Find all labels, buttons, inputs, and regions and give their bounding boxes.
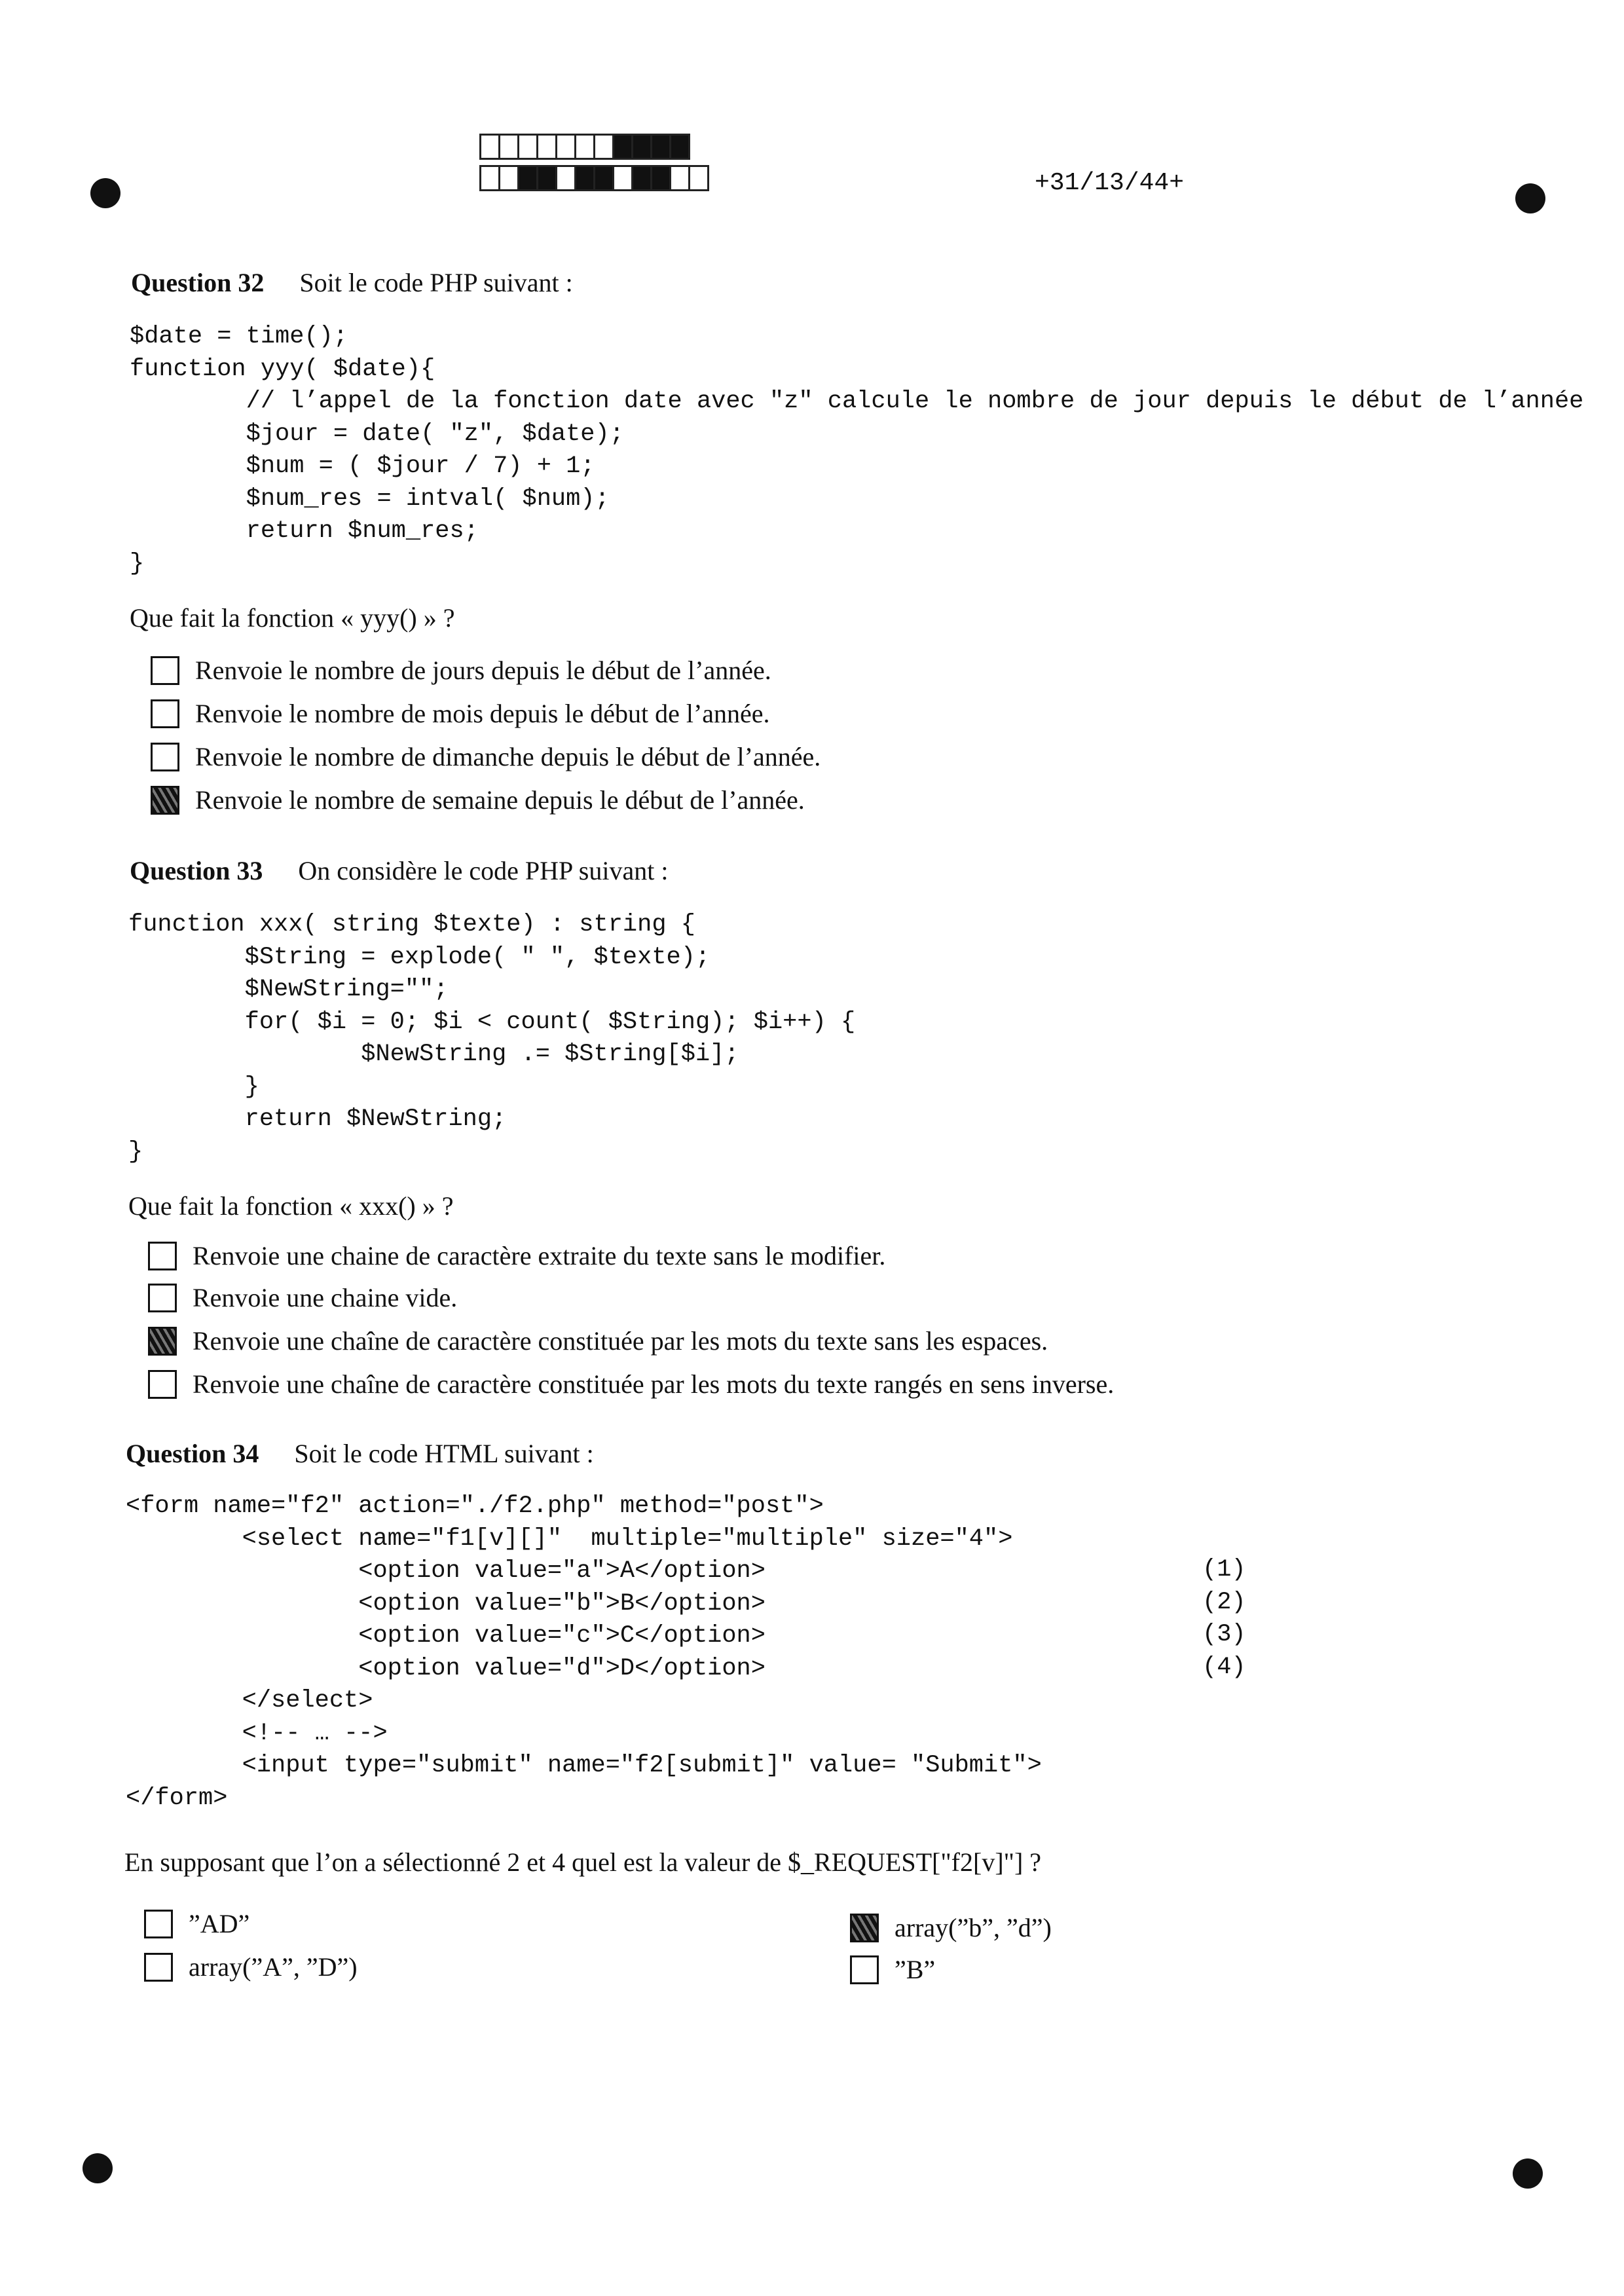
answer-option[interactable] (144, 1952, 358, 1982)
answer-label: Renvoie une chaine de caractère extraite du texte sans le modifier. (193, 1241, 886, 1270)
barcode-cell (576, 167, 595, 189)
question-intro: On considère le code PHP suivant : (298, 856, 669, 885)
registration-mark-top-left (90, 178, 120, 208)
question-prompt: Que fait la fonction « yyy() » ? (130, 603, 455, 633)
code-line: $jour = date( "z", $date); (130, 420, 624, 448)
barcode-bottom (479, 165, 709, 191)
barcode-cell (481, 167, 500, 189)
question-prompt: En supposant que l’on a sélectionné 2 et 4 quel est la valeur de $_REQUEST["f2[v]"] ? (124, 1847, 1042, 1877)
answer-checkbox[interactable] (151, 656, 179, 685)
question-intro: Soit le code HTML suivant : (294, 1439, 594, 1468)
code-line: } (128, 1073, 259, 1101)
barcode-cell (614, 167, 633, 189)
code-line: $NewString .= $String[$i]; (128, 1041, 739, 1068)
answer-label: Renvoie une chaîne de caractère constituée par les mots du texte rangés en sens inverse. (193, 1369, 1115, 1399)
code-line: for( $i = 0; $i < count( $String); $i++) { (128, 1008, 856, 1036)
question-prompt: Que fait la fonction « xxx() » ? (128, 1191, 454, 1221)
code-line: </form> (126, 1784, 228, 1812)
barcode-cell (671, 136, 688, 158)
answer-checkbox[interactable] (148, 1284, 177, 1312)
answer-option[interactable] (148, 1369, 1114, 1399)
answer-label: Renvoie le nombre de dimanche depuis le début de l’année. (195, 742, 821, 771)
answer-checkbox[interactable] (144, 1910, 173, 1938)
code-line: <option value="a">A</option> (126, 1557, 766, 1585)
barcode-cell (500, 167, 519, 189)
question-number: Question 32 (131, 268, 265, 297)
answer-label: ”B” (895, 1955, 936, 1984)
code-line: function xxx( string $texte) : string { (128, 911, 695, 938)
barcode-cell (652, 136, 671, 158)
barcode-cell (538, 167, 557, 189)
registration-mark-bottom-right (1513, 2158, 1543, 2189)
answer-label: array(”A”, ”D”) (189, 1952, 358, 1982)
question-number: Question 34 (126, 1439, 259, 1468)
question-intro: Soit le code PHP suivant : (299, 268, 573, 297)
question-33-heading (130, 855, 668, 886)
code-line: $String = explode( " ", $texte); (128, 943, 710, 971)
answer-checkbox[interactable] (151, 699, 179, 728)
code-line: <select name="f1[v][]" multiple="multiple" size="4"> (126, 1525, 1013, 1553)
registration-mark-top-right (1515, 183, 1545, 213)
barcode-cell (595, 167, 614, 189)
answer-checkbox-checked[interactable] (148, 1327, 177, 1356)
code-line: // l’appel de la fonction date avec "z" calcule le nombre de jour depuis le début de l’année (130, 388, 1584, 415)
barcode-cell (519, 136, 538, 158)
answer-checkbox[interactable] (850, 1955, 879, 1984)
page-id: +31/13/44+ (1035, 169, 1185, 197)
answer-option[interactable] (151, 785, 805, 815)
code-line: $NewString=""; (128, 976, 449, 1003)
barcode-cell (652, 167, 671, 189)
answer-option[interactable] (850, 1954, 935, 1985)
registration-mark-bottom-left (83, 2153, 113, 2183)
code-line: return $num_res; (130, 517, 479, 545)
answer-label: ”AD” (189, 1909, 250, 1938)
barcode-cell (519, 167, 538, 189)
answer-option[interactable] (148, 1240, 885, 1271)
code-line: <option value="d">D</option> (126, 1654, 766, 1682)
answer-option[interactable] (148, 1282, 457, 1313)
answer-label: Renvoie une chaine vide. (193, 1283, 458, 1312)
barcode-cell (576, 136, 595, 158)
answer-option[interactable] (148, 1325, 1048, 1356)
code-line: } (130, 549, 145, 578)
answer-checkbox[interactable] (148, 1242, 177, 1270)
answer-checkbox-checked[interactable] (850, 1914, 879, 1942)
code-line: $num = ( $jour / 7) + 1; (130, 453, 595, 480)
code-line: $num_res = intval( $num); (130, 485, 610, 513)
answer-label: Renvoie le nombre de jours depuis le début de l’année. (195, 656, 771, 685)
answer-checkbox-checked[interactable] (151, 786, 179, 815)
question-34-heading (126, 1438, 594, 1469)
barcode-cell (633, 136, 652, 158)
php-code-block (130, 321, 1583, 580)
answer-checkbox[interactable] (144, 1953, 173, 1982)
code-line: </select> (126, 1687, 373, 1714)
barcode-cell (671, 167, 690, 189)
answer-label: Renvoie une chaîne de caractère constituée par les mots du texte sans les espaces. (193, 1326, 1048, 1356)
answer-label: Renvoie le nombre de mois depuis le début de l’année. (195, 699, 770, 728)
barcode-cell (690, 167, 707, 189)
question-32-heading (131, 267, 573, 298)
question-number: Question 33 (130, 856, 263, 885)
answer-option[interactable] (850, 1912, 1052, 1943)
barcode-cell (500, 136, 519, 158)
code-line: <!-- … --> (126, 1719, 388, 1747)
answer-checkbox[interactable] (148, 1370, 177, 1399)
option-line-number: (3) (1202, 1621, 1246, 1648)
answer-label: array(”b”, ”d”) (895, 1913, 1052, 1942)
code-line: <input type="submit" name="f2[submit]" value= "Submit"> (126, 1752, 1042, 1779)
option-line-number: (4) (1202, 1653, 1246, 1681)
code-line: <option value="b">B</option> (126, 1589, 766, 1618)
barcode-cell (538, 136, 557, 158)
option-line-number: (1) (1202, 1556, 1246, 1583)
answer-checkbox[interactable] (151, 743, 179, 771)
barcode-cell (595, 136, 614, 158)
option-line-number: (2) (1202, 1588, 1246, 1616)
barcode-cell (557, 136, 576, 158)
answer-label: Renvoie le nombre de semaine depuis le début de l’année. (195, 785, 805, 815)
barcode-cell (614, 136, 633, 158)
code-line: } (128, 1138, 143, 1166)
answer-option[interactable] (144, 1908, 249, 1939)
php-code-block (128, 909, 855, 1168)
answer-option[interactable] (151, 741, 821, 772)
code-line: <option value="c">C</option> (126, 1622, 766, 1650)
code-line: return $NewString; (128, 1105, 507, 1133)
html-code-block (126, 1491, 1042, 1815)
code-line: $date = time(); (130, 323, 348, 350)
barcode-top (479, 134, 690, 160)
answer-option[interactable] (151, 655, 771, 686)
barcode-cell (557, 167, 576, 189)
code-line: <form name="f2" action="./f2.php" method="post"> (126, 1492, 824, 1520)
barcode-cell (481, 136, 500, 158)
answer-option[interactable] (151, 698, 770, 729)
barcode-cell (633, 167, 652, 189)
code-line: function yyy( $date){ (130, 355, 435, 383)
